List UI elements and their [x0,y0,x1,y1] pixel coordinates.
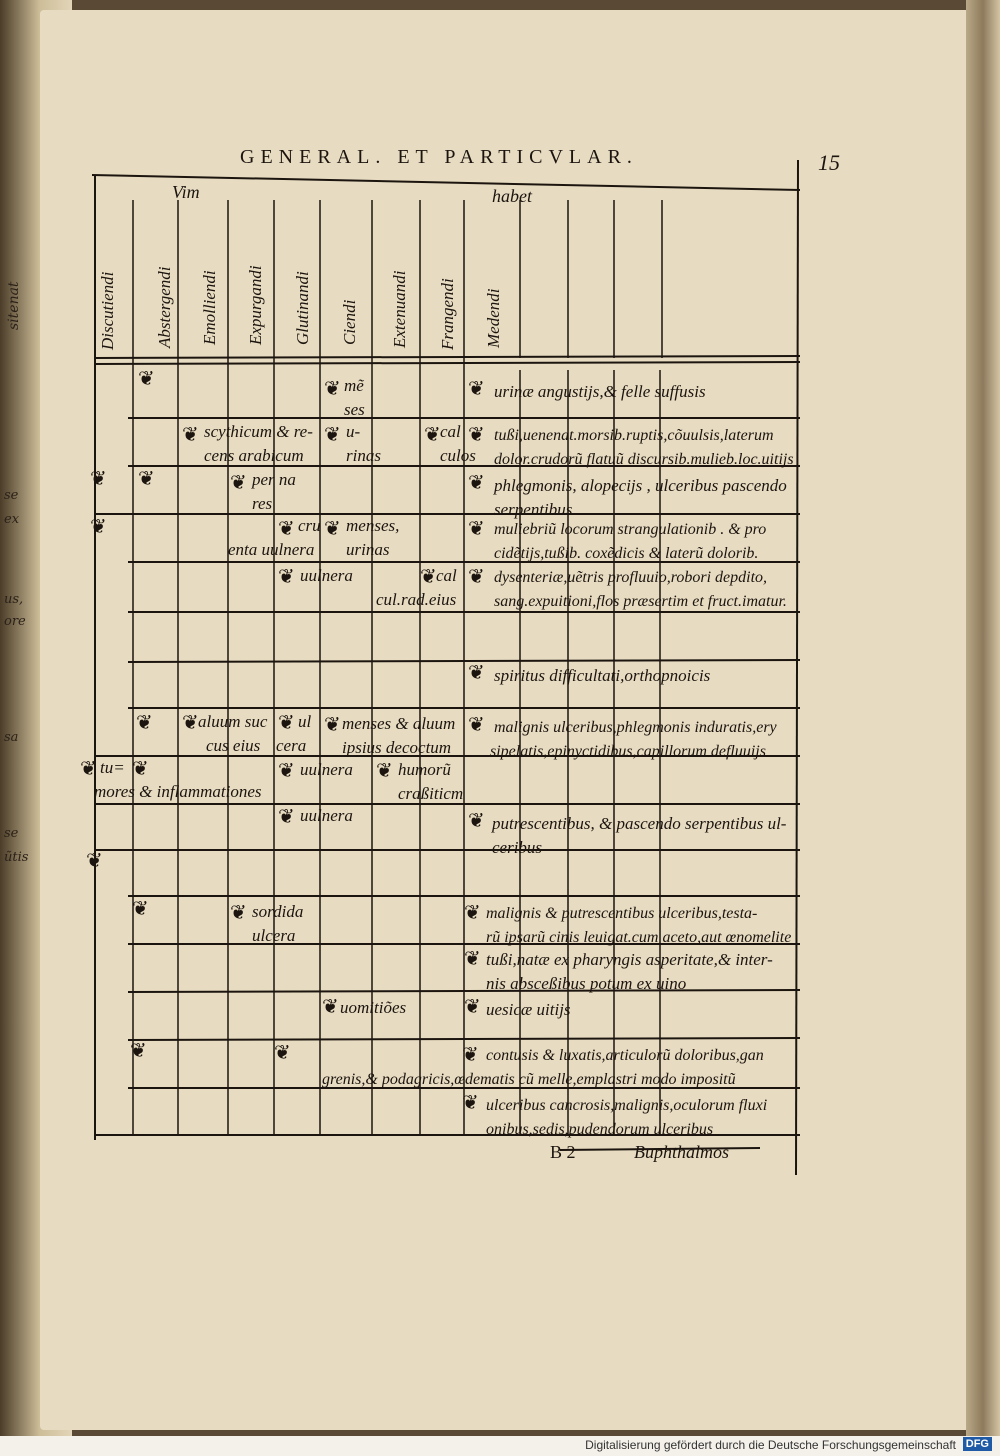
fleuron-mark: ❦ [468,566,485,588]
fleuron-mark: ❦ [138,468,155,490]
fleuron-mark: ❦ [90,516,107,538]
fleuron-mark: ❦ [468,472,485,494]
fleuron-mark: ❦ [462,1044,479,1066]
cell-text: contusis & luxatis,articulorũ doloribus,gan grenis,& podagricis,œdematis cũ melle,emplastri modo impositũ [322,1047,764,1088]
cell-text: dysenteriæ,uẽtris profluuio,robori depdito, sang.expuitioni,flos præsertim et fruct.imatur. [494,569,787,610]
fleuron-mark: ❦ [468,424,485,446]
fleuron-mark: ❦ [278,518,295,540]
fleuron-mark: ❦ [182,712,199,734]
catchword: Buphthalmos [634,1142,730,1162]
header-vim: Vim [172,182,200,202]
cell-text: cal culos [440,422,476,465]
cell-text: uulnera [300,760,353,779]
fleuron-mark: ❦ [424,424,441,446]
margin-fragment: se [4,826,19,841]
fleuron-mark: ❦ [278,712,295,734]
column-header: Extenuandi [390,270,409,348]
fleuron-mark: ❦ [138,368,155,390]
cell-text: tußi,natæ ex pharyngis asperitate,& inter- nis absceßibus potum ex uino [486,950,773,993]
margin-fragment: sa [4,730,19,745]
fleuron-mark: ❦ [86,850,103,872]
cell-text: urinæ angustijs,& felle suffusis [494,382,706,401]
fleuron-mark: ❦ [136,712,153,734]
cell-text: tußi,uenenat.morsib.ruptis,cõuulsis,laterum dolor.crudorũ flatuũ discursib.mulieb.loc.uitijs [494,427,794,468]
fleuron-mark: ❦ [230,472,247,494]
cell-text: per na res [252,470,296,513]
cell-text: u- rinas [346,422,381,465]
fleuron-mark: ❦ [464,948,481,970]
cell-text: tu= mores & inflammationes [94,758,262,801]
cell-text: phlegmonis, alopecijs , ulceribus pascendo serpentibus [494,476,787,519]
margin-fragment: sitenat [6,281,22,330]
footer-credit: Digitalisierung gefördert durch die Deutsche Forschungsgemeinschaft [585,1438,956,1452]
column-header: Frangendi [438,278,457,350]
margin-fragment: ũtis [4,850,29,865]
column-header: Medendi [484,288,503,348]
fleuron-mark: ❦ [324,714,341,736]
fleuron-mark: ❦ [322,996,339,1018]
fleuron-mark: ❦ [80,758,97,780]
margin-fragment: se [4,488,19,503]
column-header: Abstergendi [155,266,174,348]
fleuron-mark: ❦ [274,1042,291,1064]
fleuron-mark: ❦ [278,806,295,828]
fleuron-mark: ❦ [182,424,199,446]
fleuron-mark: ❦ [468,810,485,832]
fleuron-mark: ❦ [132,758,149,780]
fleuron-mark: ❦ [468,662,485,684]
cell-text: sordida ulcera [252,902,304,945]
header-habet: habet [492,186,532,206]
fleuron-mark: ❦ [468,378,485,400]
cell-text: mẽ ses [344,376,365,419]
fleuron-mark: ❦ [420,566,437,588]
cell-text: uulnera [300,566,353,585]
fleuron-mark: ❦ [90,468,107,490]
cell-text: putrescentibus, & pascendo serpentibus ul- ceribus [492,814,787,857]
fleuron-mark: ❦ [324,518,341,540]
column-header: Ciendi [340,299,359,345]
column-header: Expurgandi [246,265,265,345]
fleuron-mark: ❦ [324,378,341,400]
cell-text: cru enta uulnera [228,516,321,559]
cell-text: malignis ulceribus,phlegmonis induratis,ery sipelatis,epinyctidibus,capillorum defluuijs [490,719,777,760]
signature-mark: B 2 [550,1142,576,1162]
cell-text: humorũ craßiticm [398,760,464,803]
cell-text: ulceribus cancrosis,malignis,oculorum fluxi onibus,sedis,pudendorum ulceribus [486,1097,768,1138]
dfg-logo: DFG [963,1437,992,1451]
margin-fragment: us, [4,592,24,607]
cell-text: malignis & putrescentibus ulceribus,testa- rũ ipsarũ cinis leuigat.cum aceto,aut œnomelite [486,905,792,946]
cell-text: cal cul.rad.eius [376,566,457,609]
fleuron-mark: ❦ [468,518,485,540]
cell-text: menses & aluum ipsius decoctum [342,714,456,757]
cell-text: menses, urinas [346,516,400,559]
cell-text: uulnera [300,806,353,825]
fleuron-mark: ❦ [324,424,341,446]
fleuron-mark: ❦ [464,996,481,1018]
cell-text: uesicæ uitijs [486,1000,571,1019]
column-header: Emolliendi [200,270,219,345]
fleuron-mark: ❦ [132,898,149,920]
fleuron-mark: ❦ [130,1040,147,1062]
fleuron-mark: ❦ [230,902,247,924]
column-header: Glutinandi [293,271,312,345]
cell-text: aluum suc cus eius [198,712,268,755]
fleuron-mark: ❦ [462,1092,479,1114]
margin-fragment: ex [4,512,20,527]
cell-text: uomitiões [340,998,407,1017]
cell-text: muliebriũ locorum strangulationib . & pro cidẽtijs,tußib. coxẽdicis & laterũ dolorib. [494,521,767,562]
margin-fragment: ore [4,614,26,629]
fleuron-mark: ❦ [376,760,393,782]
fleuron-mark: ❦ [468,714,485,736]
page-number: 15 [818,150,840,175]
column-header: Discutiendi [98,271,117,350]
fleuron-mark: ❦ [278,566,295,588]
fleuron-mark: ❦ [464,902,481,924]
cell-text: ul cera [276,712,312,755]
cell-text: spiritus difficultati,orthopnoicis [494,666,711,685]
cell-text: scythicum & re- cens arabicum [204,422,313,465]
running-head: GENERAL. ET PARTICVLAR. [240,146,638,168]
fleuron-mark: ❦ [278,760,295,782]
